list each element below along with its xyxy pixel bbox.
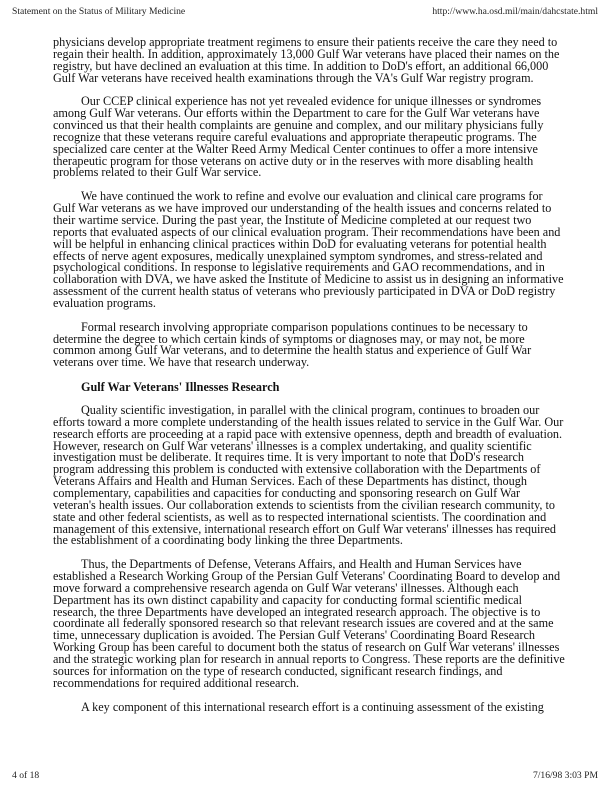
paragraph-line: physicians develop appropriate treatment regimens to ensure their patients receive the care they need to (53, 35, 558, 49)
paragraph-line: collaboration with DVA, we have asked the Institute of Medicine to assist us in designing an informative (53, 272, 564, 287)
paragraph-line: their wartime service. During the past year, the Institute of Medicine completed at our request two (53, 212, 532, 227)
paragraph-line: assessment of the current health status of veterans who previously participated in DVA or DoD registry (53, 284, 556, 299)
paragraph-line: specialized care center at the Walter Reed Army Medical Center continues to offer a more intensive (53, 141, 538, 156)
paragraph-line: veteran's health issues. Our collaboration extends to scientists from the civilian research community, to (53, 497, 555, 512)
paragraph-line: therapeutic program for those veterans on active duty or in the reserves with more disabling health (53, 153, 534, 168)
paragraph-line: problems related to their Gulf War service. (53, 165, 262, 180)
paragraph-line: Formal research involving appropriate comparison populations continues to be necessary to (81, 319, 528, 334)
paragraph-line: research, the three Departments have developed an integrated research approach. The objective is to (53, 604, 541, 619)
paragraph (53, 191, 601, 309)
paragraph-line: move forward a comprehensive research agenda on Gulf War veterans' illnesses. Although each (53, 580, 519, 595)
paragraph-line: time, unnecessary duplication is avoided. The Persian Gulf Veterans' Coordinating Board Research (53, 628, 536, 643)
document-body (53, 37, 601, 725)
page-footer (12, 770, 598, 784)
paragraph (53, 559, 601, 689)
paragraph-line: We have continued the work to refine and evolve our evaluation and clinical care programs for (81, 189, 543, 204)
paragraph-line: investigation must be deliberate. It requires time. It is very important to note that DoD's research (53, 450, 524, 465)
intro-paragraphs (53, 37, 601, 369)
paragraph-line: However, research on Gulf War veterans' illnesses is a complex undertaking, and quality scientific (53, 438, 532, 453)
paragraph-line: regain their health. In addition, approximately 13,000 Gulf War veterans have placed their names on the (53, 46, 560, 61)
paragraph-line: will be helpful in enhancing clinical practices within DoD for evaluating veterans for potential health (53, 236, 547, 251)
paragraph-line: determine the degree to which certain kinds of symptoms or diagnoses may, or may not, be more (53, 331, 525, 346)
paragraph-line: A key component of this international research effort is a continuing assessment of the existing (81, 699, 544, 714)
paragraph-line: and the strategic working plan for research in annual reports to Congress. These reports are the definitive (53, 651, 565, 666)
paragraph-line: complementary, capabilities and capacities for conducting and sponsoring research on Gulf War (53, 486, 521, 500)
paragraph-line: convinced us that their health complaints are genuine and complex, and our military physicians fully (53, 118, 544, 133)
paragraph-line: common among Gulf War veterans, and to determine the health status and experience of Gulf War (53, 343, 532, 358)
paragraph-line: sources for information on the type of research conducted, significant research findings, and (53, 663, 503, 678)
paragraph-line: registry, but have declined an evaluation at this time. In addition to DoD's effort, an additional 66,000 (53, 58, 549, 73)
paragraph-line: veterans over time. We have that research underway. (53, 355, 310, 370)
document-url: http://www.ha.osd.mil/main/dahcstate.html (432, 6, 598, 17)
paragraph (53, 699, 601, 714)
paragraph-line: Department has its own distinct capability and capacity for conducting formal scientific medical (53, 592, 523, 607)
paragraph (53, 37, 601, 84)
paragraph-line: reports that evaluated aspects of our clinical evaluation program. Their recommendations have been and (53, 224, 561, 239)
paragraph-line: program addressing this problem is conducted with extensive collaboration with the Departments of (53, 462, 541, 477)
paragraph-line: management of this extensive, international research effort on Gulf War veterans' illnesses has required (53, 521, 556, 536)
paragraph-line: Quality scientific investigation, in parallel with the clinical program, continues to broaden our (81, 403, 540, 418)
paragraph (53, 96, 601, 179)
paragraph-line: state and other federal scientists, as well as to respected international scientists. The coordination and (53, 509, 547, 524)
paragraph (53, 319, 601, 370)
print-timestamp: 7/16/98 3:03 PM (532, 770, 598, 781)
paragraph-line: Our CCEP clinical experience has not yet revealed evidence for unique illnesses or syndromes (81, 94, 542, 109)
paragraph-line: psychological conditions. In response to legislative requirements and GAO recommendations, and in (53, 260, 545, 275)
page-header (12, 6, 598, 20)
paragraph-line: effects of nerve agent exposures, medically unexplained symptom syndromes, and stress-related and (53, 248, 543, 263)
paragraph-line: established a Research Working Group of the Persian Gulf Veterans' Coordinating Board to develop and (53, 569, 561, 584)
paragraph-line: Working Group has been careful to document both the status of research on Gulf War veterans' illnesses (53, 640, 560, 655)
page-number: 4 of 18 (12, 770, 40, 781)
section-paragraphs (53, 405, 601, 713)
section-heading: Gulf War Veterans' Illnesses Research (81, 380, 280, 395)
paragraph-line: among Gulf War veterans. Our efforts within the Department to care for the Gulf War veterans have (53, 106, 540, 121)
paragraph-line: Gulf War veterans as we have improved our understanding of the health issues and concerns related to (53, 201, 552, 216)
paragraph-line: Thus, the Departments of Defense, Veterans Affairs, and Health and Human Services have (81, 557, 522, 572)
document-title: Statement on the Status of Military Medicine (12, 6, 186, 17)
paragraph-line: Gulf War veterans have received health examinations through the VA's Gulf War registry program. (53, 70, 534, 85)
paragraph-line: Veterans Affairs and Health and Human Services. Each of these Departments has distinct, though (53, 474, 527, 489)
paragraph-line: recommendations for required additional research. (53, 675, 300, 690)
paragraph-line: efforts toward a more complete understanding of the health issues related to service in the Gulf War. Our (53, 414, 564, 429)
paragraph-line: coordinate all federally sponsored research so that relevant research issues are covered and at the same (53, 616, 554, 631)
paragraph-line: recognize that these veterans require careful evaluations and appropriate therapeutic programs. The (53, 129, 537, 144)
paragraph (53, 405, 601, 547)
paragraph-line: evaluation programs. (53, 295, 156, 310)
paragraph-line: research efforts are proceeding at a rapid pace with extensive openness, depth and breadth of evaluation. (53, 426, 563, 441)
paragraph-line: the establishment of a coordinating body linking the three Departments. (53, 533, 403, 548)
